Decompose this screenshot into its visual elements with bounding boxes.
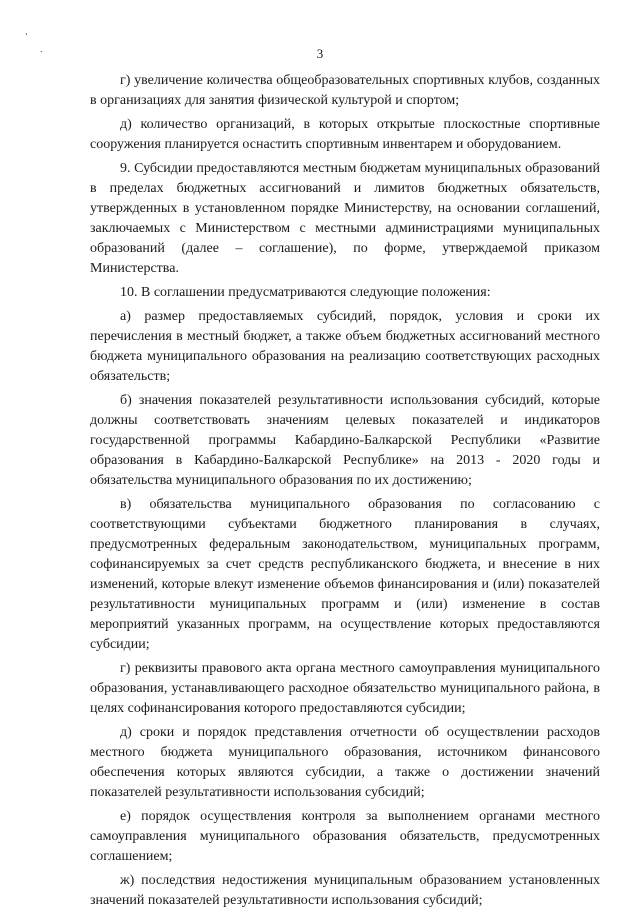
- paragraph: 9. Субсидии предоставляются местным бюджетам муниципальных образований в пределах бюджетных ассигнований и лимитов бюджетных обязательств, утвержденных в установленном порядке Министерству, на основании соглашений, заключаемых с Министерством с местными администрациями муниципальных образований (далее – соглашение), по форме, утверждаемой приказом Министерства.: [90, 161, 600, 276]
- scan-mark: .: [40, 44, 43, 54]
- paragraph: 10. В соглашении предусматриваются следующие положения:: [120, 285, 491, 300]
- paragraph: в) обязательства муниципального образования по согласованию с соответствующими субъектами бюджетного планирования в случаях, предусмотренных федеральным законодательством, муниципальных программ, софинансируемых за счет средств республиканского бюджета, и внесение в них изменений, которые влекут изменение объемов финансирования и (или) показателей результативности муниципальных программ и (или) изменение в состав мероприятий указанных программ, на осуществление которых предоставляются субсидии;: [90, 497, 600, 652]
- document-body: [90, 71, 600, 915]
- paragraph: ж) последствия недостижения муниципальным образованием установленных значений показателей результативности использования субсидий;: [90, 873, 600, 908]
- paragraph: д) сроки и порядок представления отчетности об осуществлении расходов местного бюджета муниципального образования, источником финансового обеспечения которых являются субсидии, а также о достижении значений показателей результативности использования субсидий;: [90, 725, 600, 800]
- page-number: 3: [316, 46, 324, 61]
- paragraph: а) размер предоставляемых субсидий, порядок, условия и сроки их перечисления в местный бюджет, а также объем бюджетных ассигнований местного бюджета муниципального образования на реализацию соответствующих расходных обязательств;: [90, 309, 600, 384]
- paragraph: г) увеличение количества общеобразовательных спортивных клубов, созданных в организациях для занятия физической культурой и спортом;: [90, 73, 600, 108]
- paragraph: д) количество организаций, в которых открытые плоскостные спортивные сооружения планируется оснастить спортивным инвентарем и оборудованием.: [90, 117, 600, 152]
- paragraph: е) порядок осуществления контроля за выполнением органами местного самоуправления муниципального образования обязательств, предусмотренных соглашением;: [90, 809, 600, 864]
- paragraph: г) реквизиты правового акта органа местного самоуправления муниципального образования, устанавливающего расходное обязательство муниципального района, в целях софинансирования которого предоставляются субсидии;: [90, 661, 600, 716]
- paragraph: б) значения показателей результативности использования субсидий, которые должны соответствовать значениям целевых показателей и индикаторов государственной программы Кабардино-Балкарской Республики «Развитие образования в Кабардино-Балкарской Республике» на 2013 - 2020 годы и обязательства муниципального образования по их достижению;: [90, 393, 600, 488]
- scan-mark: ,: [25, 26, 28, 36]
